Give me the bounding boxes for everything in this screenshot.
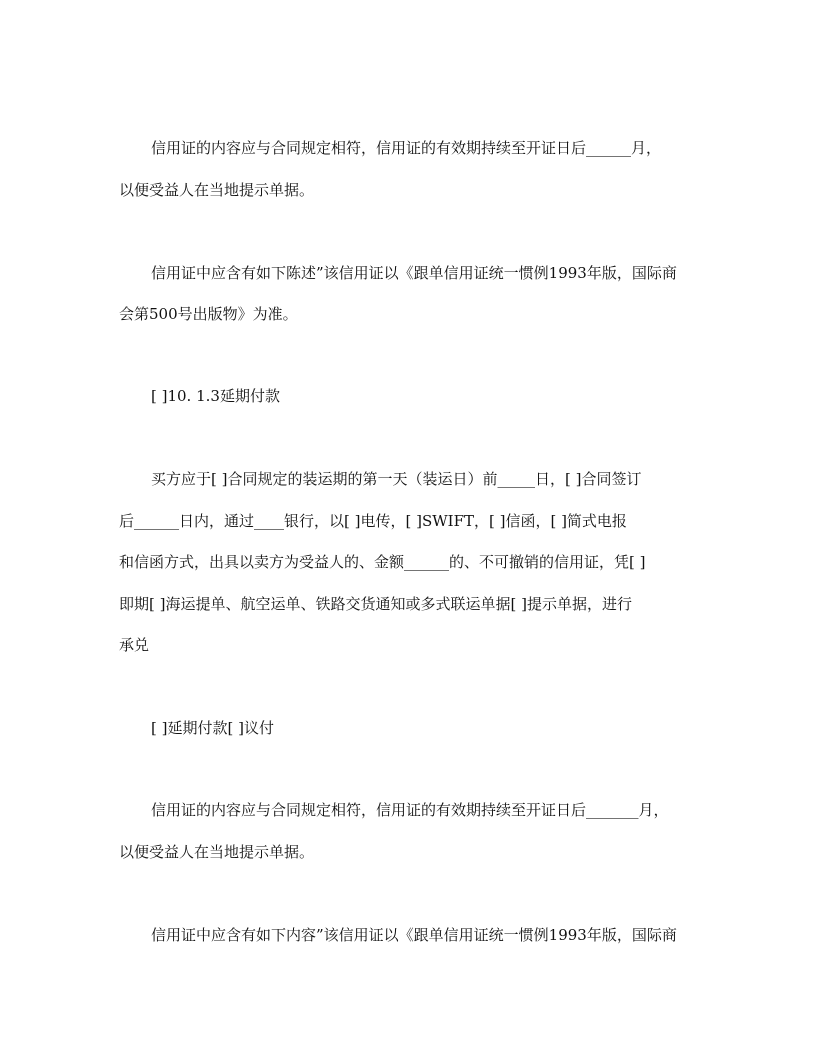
paragraph-line: 即期[ ]海运提单、航空运单、铁路交货通知或多式联运单据[ ]提示单据，进行	[119, 595, 632, 613]
paragraph-line: 以便受益人在当地提示单据。	[119, 843, 315, 861]
paragraph-line: 承兑	[119, 636, 150, 654]
paragraph-line: 和信函方式，出具以卖方为受益人的、金额______的、不可撤销的信用证，凭[ ]	[119, 553, 646, 571]
clause-heading: [ ]延期付款[ ]议付	[151, 719, 274, 737]
paragraph-line: 以便受益人在当地提示单据。	[119, 181, 315, 199]
paragraph-line: 信用证的内容应与合同规定相符，信用证的有效期持续至开证日后_______月，	[151, 801, 669, 819]
paragraph-line: 会第500号出版物》为准。	[119, 305, 298, 323]
paragraph-line: 信用证中应含有如下陈述”该信用证以《跟单信用证统一惯例1993年版，国际商	[151, 264, 677, 282]
clause-heading: [ ]10. 1.3延期付款	[151, 387, 280, 405]
paragraph-line: 信用证中应含有如下内容”该信用证以《跟单信用证统一惯例1993年版，国际商	[151, 926, 677, 944]
paragraph-line: 后______日内，通过____银行，以[ ]电传，[ ]SWIFT，[ ]信函，[ ]简式电报	[119, 512, 627, 530]
paragraph-line: 信用证的内容应与合同规定相符，信用证的有效期持续至开证日后______月，	[151, 139, 662, 157]
paragraph-line: 买方应于[ ]合同规定的装运期的第一天（装运日）前_____日，[ ]合同签订	[151, 470, 642, 488]
